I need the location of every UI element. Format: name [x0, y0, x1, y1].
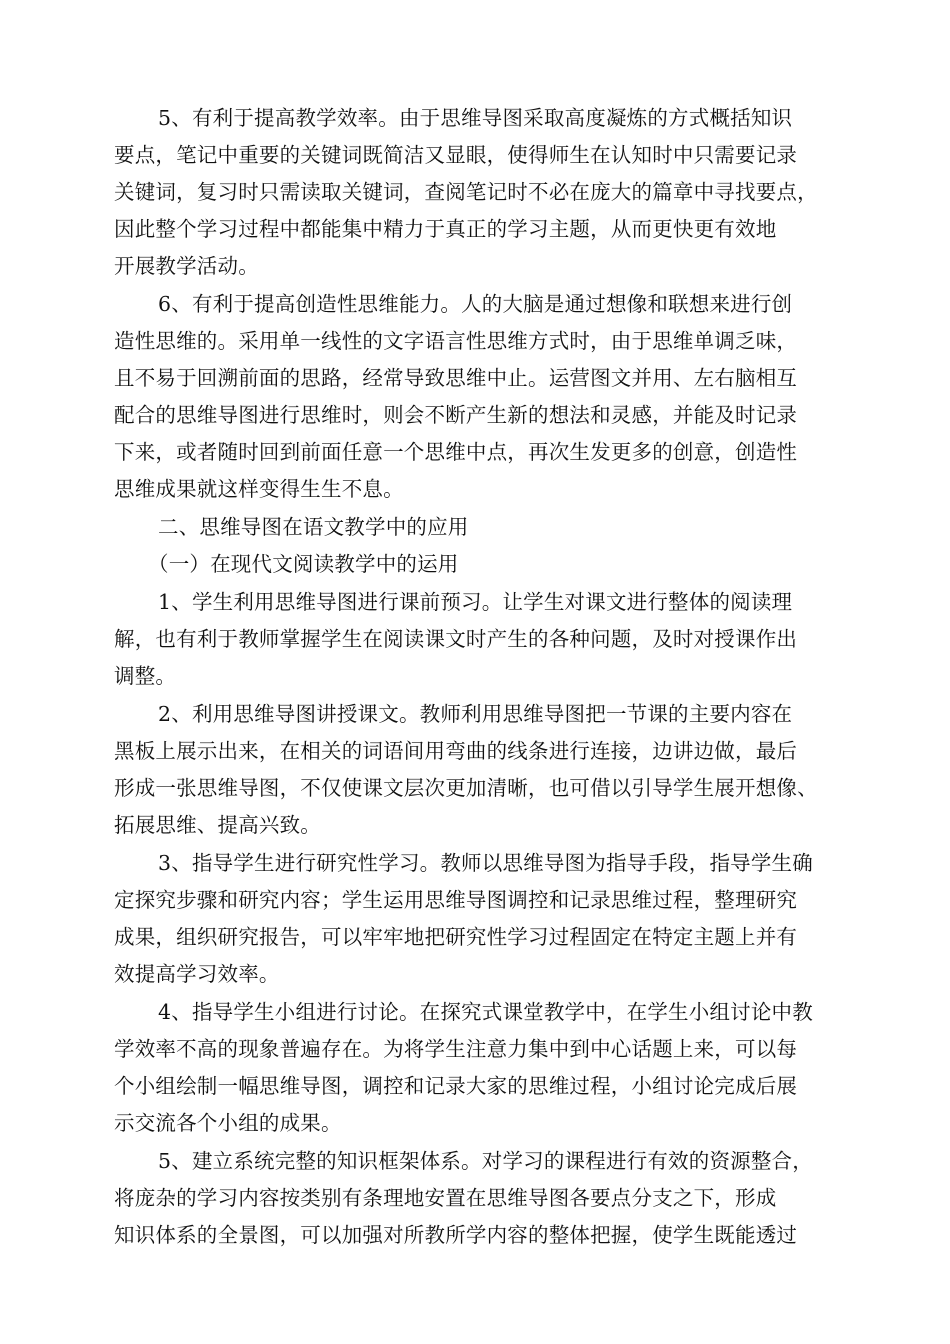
text-line: 且不易于回溯前面的思路，经常导致思维中止。运营图文并用、左右脑相互 [114, 366, 798, 390]
text-line: 1、学生利用思维导图进行课前预习。让学生对课文进行整体的阅读理 [158, 590, 793, 614]
text-line: 定探究步骤和研究内容；学生运用思维导图调控和记录思维过程，整理研究 [114, 888, 798, 912]
text-line: 关键词，复习时只需读取关键词，查阅笔记时不必在庞大的篇章中寻找要点， [114, 180, 818, 204]
text-line: 学效率不高的现象普遍存在。为将学生注意力集中到中心话题上来，可以每 [114, 1037, 798, 1061]
text-line: 成果，组织研究报告，可以牢牢地把研究性学习过程固定在特定主题上并有 [114, 925, 798, 949]
text-line: 造性思维的。采用单一线性的文字语言性思维方式时，由于思维单调乏味， [114, 329, 798, 353]
text-line: 调整。 [114, 664, 177, 688]
text-line: 要点，笔记中重要的关键词既简洁又显眼，使得师生在认知时中只需要记录 [114, 143, 798, 167]
text-line: 解，也有利于教师掌握学生在阅读课文时产生的各种问题，及时对授课作出 [114, 627, 798, 651]
text-line: 2、利用思维导图讲授课文。教师利用思维导图把一节课的主要内容在 [158, 702, 793, 726]
text-line: 3、指导学生进行研究性学习。教师以思维导图为指导手段，指导学生确 [158, 851, 813, 875]
text-line: 知识体系的全景图，可以加强对所教所学内容的整体把握，使学生既能透过 [114, 1223, 798, 1247]
text-line: 下来，或者随时回到前面任意一个思维中点，再次生发更多的创意，创造性 [114, 440, 798, 464]
text-line: 4、指导学生小组进行讨论。在探究式课堂教学中，在学生小组讨论中教 [158, 1000, 813, 1024]
text-line: 将庞杂的学习内容按类别有条理地安置在思维导图各要点分支之下，形成 [114, 1186, 777, 1210]
text-line: 5、有利于提高教学效率。由于思维导图采取高度凝炼的方式概括知识 [158, 106, 793, 130]
text-line: 黑板上展示出来，在相关的词语间用弯曲的线条进行连接，边讲边做，最后 [114, 739, 798, 763]
subsection-heading: （一）在现代文阅读教学中的运用 [148, 552, 459, 576]
text-line: 思维成果就这样变得生生不息。 [114, 477, 404, 501]
section-heading: 二、思维导图在语文教学中的应用 [158, 515, 469, 539]
text-line: 开展教学活动。 [114, 254, 259, 278]
text-line: 效提高学习效率。 [114, 962, 280, 986]
text-line: 拓展思维、提高兴致。 [114, 813, 321, 837]
text-line: 5、建立系统完整的知识框架体系。对学习的课程进行有效的资源整合， [158, 1149, 813, 1173]
text-line: 6、有利于提高创造性思维能力。人的大脑是通过想像和联想来进行创 [158, 292, 793, 316]
text-line: 因此整个学习过程中都能集中精力于真正的学习主题，从而更快更有效地 [114, 217, 777, 241]
text-line: 形成一张思维导图，不仅使课文层次更加清晰，也可借以引导学生展开想像、 [114, 776, 818, 800]
text-line: 个小组绘制一幅思维导图，调控和记录大家的思维过程，小组讨论完成后展 [114, 1074, 798, 1098]
text-line: 配合的思维导图进行思维时，则会不断产生新的想法和灵感，并能及时记录 [114, 403, 798, 427]
text-line: 示交流各个小组的成果。 [114, 1111, 342, 1135]
